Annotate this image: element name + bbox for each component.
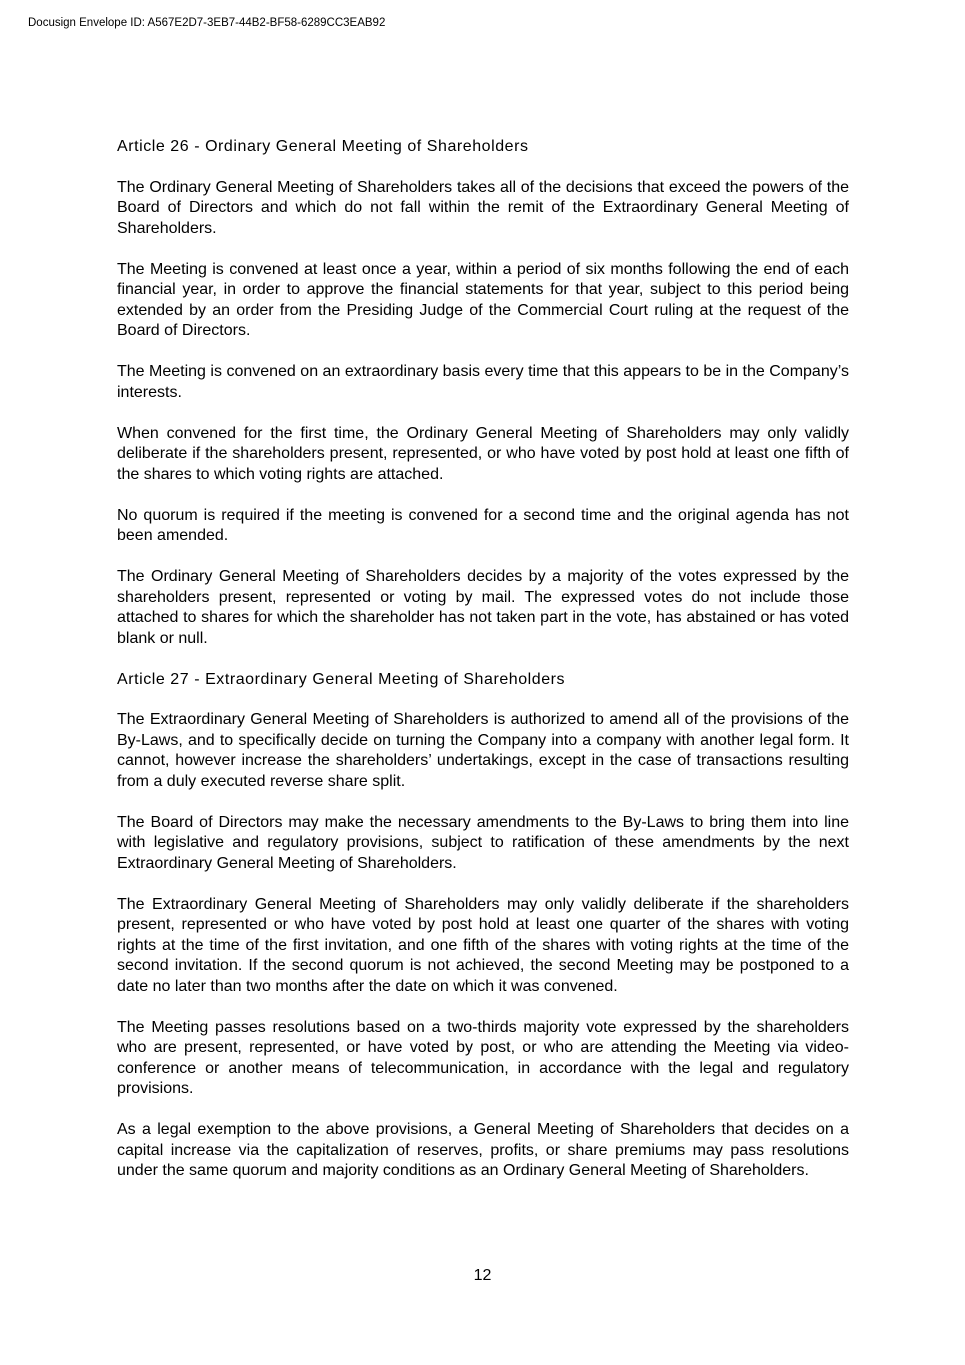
article-26-paragraph-2: The Meeting is convened at least once a year, within a period of six months following the end of each financial year, in order to approve the financial statements for that year, subject to this period being extended by an order from the Presiding Judge of the Commercial Court ruling at the request of the Board of Directors. [117, 260, 849, 339]
article-27-paragraph-5: As a legal exemption to the above provisions, a General Meeting of Shareholders that decides on a capital increase via the capitalization of reserves, profits, or share premiums may pass resolutions under the same quorum and majority conditions as an Ordinary General Meeting of Shareholders. [117, 1121, 849, 1179]
article-27-paragraph-3: The Extraordinary General Meeting of Shareholders may only validly deliberate if the shareholders present, represented or who have voted by post hold at least one quarter of the shares with voting rights at the time of the first invitation, and one fifth of the shares with voting rights at the time of the second invitation. If the second quorum is not achieved, the second Meeting may be postponed to a date no later than two months after the date on which it was convened. [117, 895, 849, 995]
article-26-paragraph-6: The Ordinary General Meeting of Shareholders decides by a majority of the votes expressed by the shareholders present, represented or voting by mail. The expressed votes do not include those attached to shares for which the shareholder has not taken part in the vote, has abstained or has voted blank or null. [117, 568, 849, 647]
article-26-paragraph-5: No quorum is required if the meeting is convened for a second time and the original agenda has not been amended. [117, 506, 849, 544]
page-number: 12 [473, 1267, 492, 1284]
article-27-paragraph-2: The Board of Directors may make the necessary amendments to the By-Laws to bring them into line with legislative and regulatory provisions, subject to ratification of these amendments by the next Extraordinary General Meeting of Shareholders. [117, 813, 849, 872]
article-26-paragraph-3: The Meeting is convened on an extraordinary basis every time that this appears to be in the Company’s interests. [117, 363, 849, 401]
article-26-paragraph-4: When convened for the first time, the Ordinary General Meeting of Shareholders may only validly deliberate if the shareholders present, represented, or who have voted by post hold at least one fifth of the shares to which voting rights are attached. [117, 424, 849, 483]
article-26-heading: Article 26 - Ordinary General Meeting of Shareholders [117, 138, 529, 155]
document-body [117, 137, 849, 1202]
article-27-paragraph-1: The Extraordinary General Meeting of Shareholders is authorized to amend all of the provisions of the By-Laws, and to specifically decide on turning the Company into a company with another legal form. It cannot, however increase the shareholders’ undertakings, except in the case of transactions resulting from a duly executed reverse share split. [117, 711, 849, 790]
article-26-paragraph-1: The Ordinary General Meeting of Shareholders takes all of the decisions that exceed the powers of the Board of Directors and which do not fall within the remit of the Extraordinary General Meeting of Shareholders. [117, 178, 849, 237]
envelope-id-header: Docusign Envelope ID: A567E2D7-3EB7-44B2-BF58-6289CC3EAB92 [28, 17, 386, 29]
article-27-paragraph-4: The Meeting passes resolutions based on a two-thirds majority vote expressed by the shareholders who are present, represented, or have voted by post, or who are attending the Meeting via video-conference or another means of telecommunication, in accordance with the legal and regulatory provisions. [117, 1018, 849, 1097]
article-27-heading: Article 27 - Extraordinary General Meeting of Shareholders [117, 670, 566, 688]
